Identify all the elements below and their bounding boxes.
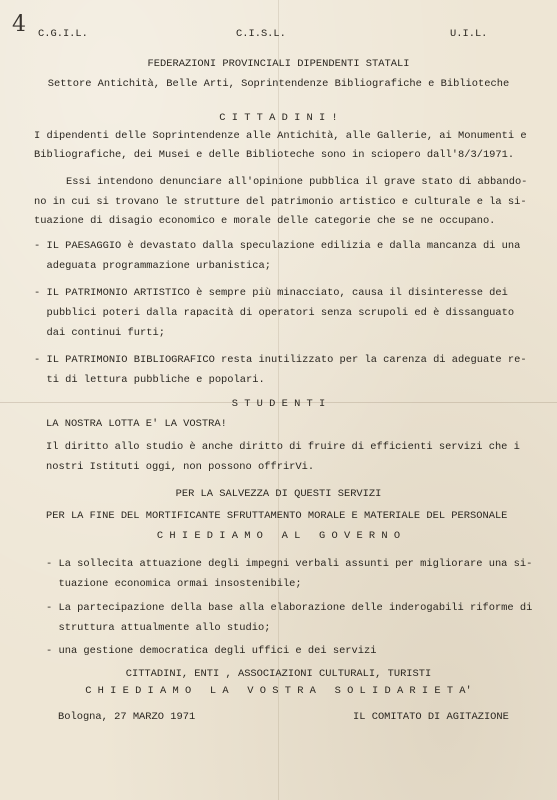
para-line: nostri Istituti oggi, non possono offrirVi.	[46, 461, 315, 473]
bullet-line: - La sollecita attuazione degli impegni verbali assunti per migliorare una si-	[46, 558, 533, 570]
para-line: I dipendenti delle Soprintendenze alle Antichità, alle Gallerie, ai Monumenti e	[34, 130, 527, 142]
bullet-line: - IL PATRIMONIO BIBLIOGRAFICO resta inutilizzato per la carenza di adeguate re-	[34, 354, 527, 366]
heading-cittadini: C I T T A D I N I !	[219, 112, 338, 124]
heading-studenti: S T U D E N T I	[231, 398, 326, 410]
salvezza-line: PER LA SALVEZZA DI QUESTI SERVIZI	[175, 488, 382, 500]
place-date: Bologna, 27 MARZO 1971	[58, 711, 196, 723]
para-line: Essi intendono denunciare all'opinione pubblica il grave stato di abbando-	[66, 176, 528, 188]
para-line: tuazione di disagio economico e morale delle categorie che se ne occupano.	[34, 215, 496, 227]
header-cisl: C.I.S.L.	[236, 28, 286, 40]
bullet-line: ti di lettura pubbliche e popolari.	[34, 374, 265, 386]
bullet-line: - una gestione democratica degli uffici e dei servizi	[46, 645, 377, 657]
appeal-line: CITTADINI, ENTI , ASSOCIAZIONI CULTURALI, TURISTI	[125, 668, 432, 680]
bullet-line: tuazione economica ormai insostenibile;	[46, 578, 302, 590]
appeal-line: C H I E D I A M O L A V O S T R A S O L I D A R I E T A'	[85, 685, 472, 697]
page-number: 4	[12, 12, 26, 37]
bullet-line: adeguata programmazione urbanistica;	[34, 260, 271, 272]
header-uil: U.I.L.	[450, 28, 488, 40]
header-cgil: C.G.I.L.	[38, 28, 88, 40]
bullet-line: pubblici poteri dalla rapacità di operatori senza scrupoli ed è dissanguato	[34, 307, 515, 319]
bullet-line: struttura attualmente allo studio;	[46, 622, 271, 634]
para-line: no in cui si trovano le strutture del patrimonio artistico e culturale e la si-	[34, 196, 527, 208]
para-line: Il diritto allo studio è anche diritto di fruire di efficienti servizi che i	[46, 441, 520, 453]
fine-line: PER LA FINE DEL MORTIFICANTE SFRUTTAMENTO MORALE E MATERIALE DEL PERSONALE	[46, 510, 508, 522]
bullet-line: - IL PATRIMONIO ARTISTICO è sempre più minacciato, causa il disinteresse dei	[34, 287, 508, 299]
para-line: Bibliografiche, dei Musei e delle Biblioteche sono in sciopero dall'8/3/1971.	[34, 149, 515, 161]
bullet-line: dai continui furti;	[34, 327, 165, 339]
signature: IL COMITATO DI AGITAZIONE	[353, 711, 509, 723]
heading-chiediamo: C H I E D I A M O A L G O V E R N O	[156, 530, 401, 542]
title-settore: Settore Antichità, Belle Arti, Soprintendenze Bibliografiche e Biblioteche	[47, 78, 510, 90]
bullet-line: - La partecipazione della base alla elaborazione delle inderogabili riforme di	[46, 602, 533, 614]
bullet-line: - IL PAESAGGIO è devastato dalla speculazione edilizia e dalla mancanza di una	[34, 240, 521, 252]
lotta-line: LA NOSTRA LOTTA E' LA VOSTRA!	[46, 418, 227, 430]
title-federazioni: FEDERAZIONI PROVINCIALI DIPENDENTI STATALI	[147, 58, 410, 70]
